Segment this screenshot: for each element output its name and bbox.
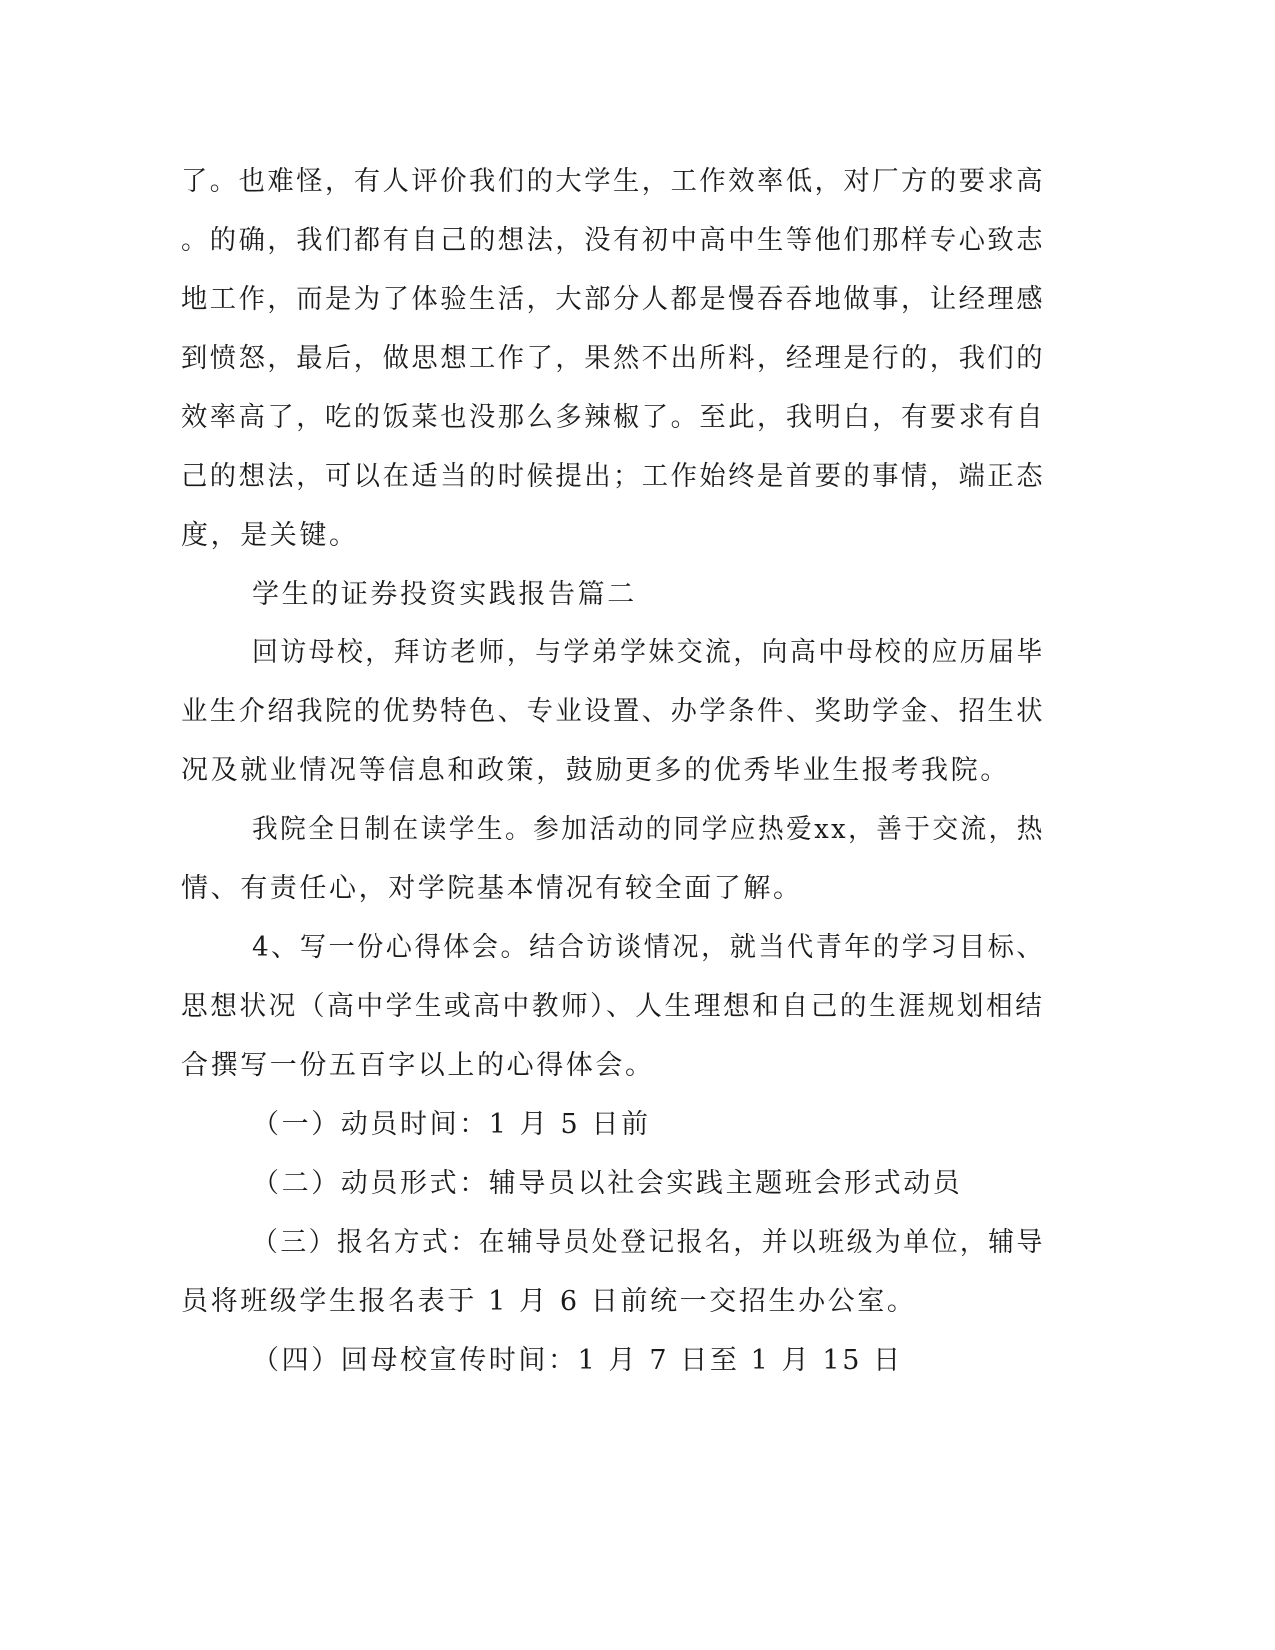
text-line: 到愤怒，最后，做思想工作了，果然不出所料，经理是行的，我们的: [181, 343, 1046, 374]
text-line: 思想状况（高中学生或高中教师）、人生理想和自己的生涯规划相结: [181, 991, 1045, 1022]
list-item: （三）报名方式：在辅导员处登记报名，并以班级为单位，辅导: [252, 1227, 1045, 1258]
text-line: 业生介绍我院的优势特色、专业设置、办学条件、奖助学金、招生状: [181, 696, 1046, 727]
list-item: （二）动员形式：辅导员以社会实践主题班会形式动员: [252, 1168, 963, 1199]
text-line: 了。也难怪，有人评价我们的大学生，工作效率低，对厂方的要求高: [181, 166, 1046, 197]
text-line: 效率高了，吃的饭菜也没那么多辣椒了。至此，我明白，有要求有自: [181, 402, 1046, 433]
text-line: 4、写一份心得体会。结合访谈情况，就当代青年的学习目标、: [252, 932, 1046, 963]
text-line: 回访母校，拜访老师，与学弟学妹交流，向高中母校的应历届毕: [252, 637, 1045, 668]
text-line: 度，是关键。: [181, 520, 359, 551]
list-item: （四）回母校宣传时间：1 月 7 日至 1 月 15 日: [252, 1345, 903, 1376]
text-line: 况及就业情况等信息和政策，鼓励更多的优秀毕业生报考我院。: [181, 755, 1010, 786]
text-line: 。的确，我们都有自己的想法，没有初中高中生等他们那样专心致志: [181, 225, 1046, 256]
section-heading: 学生的证券投资实践报告篇二: [252, 579, 637, 610]
text-line: 己的想法，可以在适当的时候提出；工作始终是首要的事情，端正态: [181, 461, 1046, 492]
list-item: （一）动员时间：1 月 5 日前: [252, 1109, 651, 1140]
text-line: 员将班级学生报名表于 1 月 6 日前统一交招生办公室。: [181, 1286, 917, 1317]
text-line: 我院全日制在读学生。参加活动的同学应热爱xx，善于交流，热: [252, 814, 1045, 845]
text-line: 合撰写一份五百字以上的心得体会。: [181, 1050, 655, 1081]
text-line: 情、有责任心，对学院基本情况有较全面了解。: [181, 873, 803, 904]
text-line: 地工作，而是为了体验生活，大部分人都是慢吞吞地做事，让经理感: [181, 284, 1046, 315]
